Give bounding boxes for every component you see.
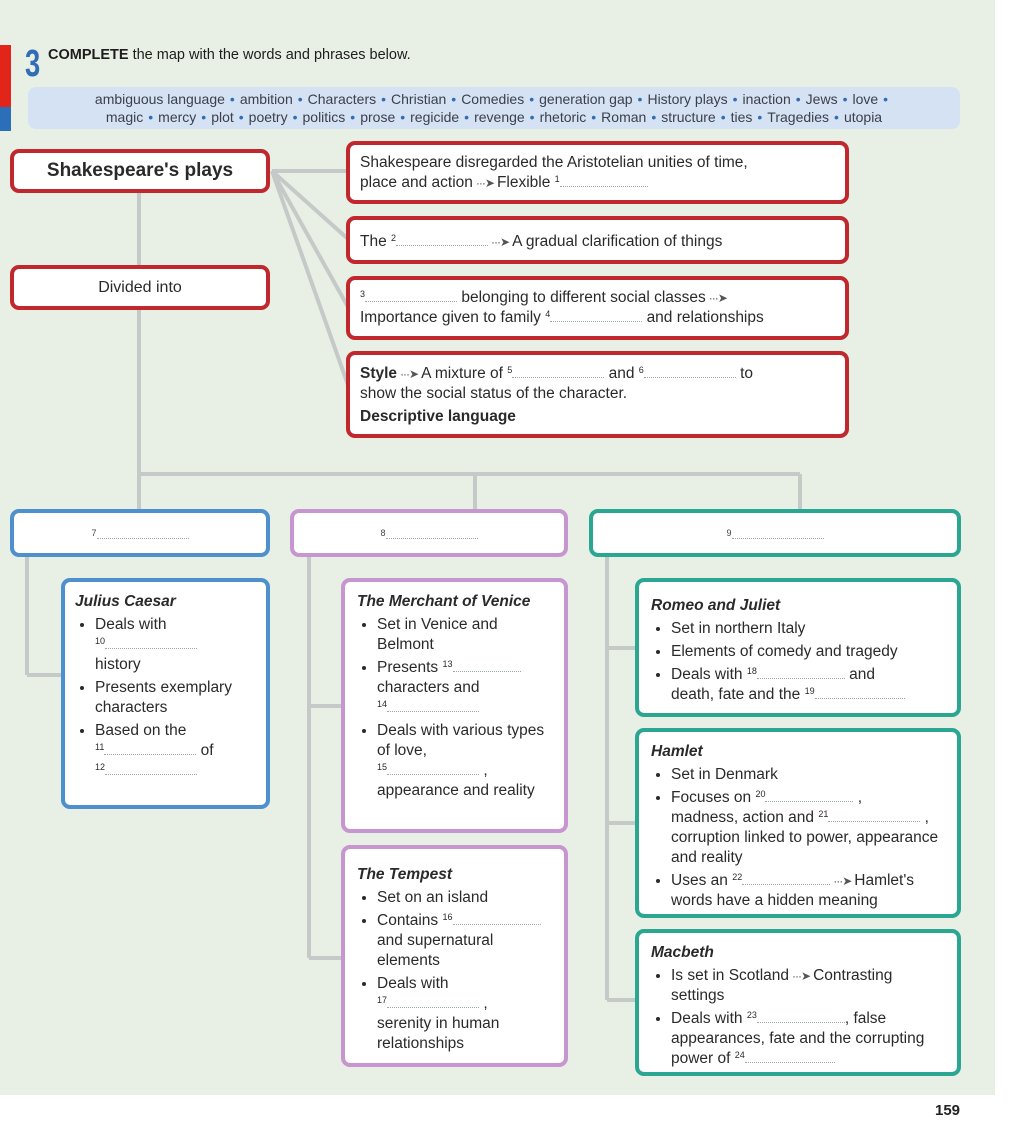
play-title: Macbeth: [651, 944, 714, 961]
word-bank-item: mercy: [158, 109, 197, 125]
bullet-list: [357, 615, 554, 801]
blank-11[interactable]: [104, 742, 196, 755]
word-bank-item: Christian: [391, 91, 447, 107]
bullet-separator: •: [529, 109, 535, 125]
word-bank-item: Roman: [601, 109, 647, 125]
bullet-separator: •: [842, 91, 848, 107]
play-box-tempest: [341, 845, 568, 1067]
word-bank-item: Tragedies: [767, 109, 830, 125]
word-bank-item: Comedies: [461, 91, 525, 107]
blank-4[interactable]: [550, 309, 642, 322]
word-bank-item: regicide: [410, 109, 460, 125]
blank-20[interactable]: [765, 789, 853, 802]
bullet-separator: •: [591, 109, 597, 125]
word-bank-item: magic: [105, 109, 144, 125]
blank-number: 2: [391, 233, 397, 243]
word-bank-item: History plays: [647, 91, 728, 107]
bullet-list: [651, 966, 947, 1069]
bullet-separator: •: [883, 91, 889, 107]
word-bank-item: poetry: [248, 109, 288, 125]
bullet-separator: •: [795, 91, 801, 107]
blank-19[interactable]: [815, 686, 905, 699]
word-bank-item: structure: [661, 109, 716, 125]
blank-23[interactable]: [757, 1010, 845, 1023]
blank-6[interactable]: [644, 365, 736, 378]
blank-3[interactable]: [365, 289, 457, 302]
bullet-separator: •: [732, 91, 738, 107]
feature-characters-box: $^3$ belonging to different social classes ···➤ Importance given to family $^4$ and relationships: [346, 276, 849, 340]
word-bank-item: ties: [730, 109, 753, 125]
list-item: • Deals with $^{18}$ and death, fate and the $^{19}$: [671, 665, 947, 705]
play-title: Hamlet: [651, 743, 703, 760]
list-item: • Set in Denmark: [671, 765, 947, 785]
word-bank-item: rhetoric: [539, 109, 587, 125]
bullet-separator: •: [229, 91, 235, 107]
list-item: • Set in northern Italy: [671, 619, 947, 639]
blank-2[interactable]: [396, 233, 488, 246]
play-box-macbeth: [635, 929, 961, 1076]
list-item: • Presents $^{13}$ characters and $^{14}$: [377, 658, 554, 718]
play-box-julius-caesar: [61, 578, 270, 809]
list-item: • Deals with $^{10}$ history: [95, 615, 256, 675]
bullet-separator: •: [400, 109, 406, 125]
blank-14[interactable]: [387, 699, 479, 712]
exercise-number: 3: [25, 43, 41, 85]
blank-number: 5: [507, 365, 513, 375]
blank-10[interactable]: [105, 636, 197, 649]
blank-21[interactable]: [828, 809, 920, 822]
bullet-separator: •: [292, 109, 298, 125]
bullet-separator: •: [651, 109, 657, 125]
root-title: Shakespeare's plays: [46, 160, 234, 181]
blank-number: 4: [545, 309, 551, 319]
feature-plot-box: The $^2$ ···➤ A gradual clarification of things: [346, 216, 849, 264]
arrow-icon: ···➤: [833, 874, 852, 888]
list-item: • Is set in Scotland ···➤ Contrasting settings: [671, 966, 947, 1006]
blank-12[interactable]: [105, 762, 197, 775]
word-bank-item: utopia: [843, 109, 883, 125]
bullet-list: [651, 765, 947, 911]
list-item: • Set on an island: [377, 888, 554, 908]
feature-style-box: Style ···➤ A mixture of $^5$ and $^6$ to show the social status of the character. Descriptive language: [346, 351, 849, 438]
play-box-hamlet: [635, 728, 961, 918]
bullet-separator: •: [834, 109, 839, 125]
word-bank-item: generation gap: [539, 91, 633, 107]
word-bank-item: prose: [360, 109, 396, 125]
list-item: • Deals with $^{17}$ , serenity in human relationships: [377, 974, 554, 1054]
blank-18[interactable]: [757, 666, 845, 679]
blank-22[interactable]: [742, 872, 830, 885]
unities-line1: Shakespeare disregarded the Aristotelian unities of time,: [360, 154, 748, 171]
arrow-icon: ···➤: [708, 291, 727, 305]
bullet-separator: •: [201, 109, 207, 125]
word-bank-item: revenge: [474, 109, 525, 125]
play-title: The Tempest: [357, 866, 453, 883]
play-box-merchant-of-venice: [341, 578, 568, 833]
bullet-list: [357, 888, 554, 1054]
list-item: • Deals with various types of love, $^{15}$ , appearance and reality: [377, 721, 554, 801]
word-bank-item: ambiguous language: [94, 91, 225, 107]
bullet-separator: •: [637, 91, 643, 107]
divided-into-box: [10, 265, 270, 310]
blank-number: 6: [638, 365, 644, 375]
blank-number: 1: [554, 174, 560, 184]
list-item: • Uses an $^{22}$ ···➤ Hamlet's words have a hidden meaning: [671, 871, 947, 911]
blank-7[interactable]: [97, 528, 189, 539]
bullet-separator: •: [529, 91, 535, 107]
blank-13[interactable]: [453, 659, 521, 672]
arrow-icon: ···➤: [491, 235, 510, 249]
bullet-list: [651, 619, 947, 705]
blank-15[interactable]: [387, 762, 479, 775]
bullet-separator: •: [148, 109, 154, 125]
blank-number: 3: [360, 289, 366, 299]
feature-unities-box: [346, 141, 849, 204]
blank-9[interactable]: [732, 528, 824, 539]
list-item: • Based on the $^{11}$ of $^{12}$: [95, 721, 256, 781]
blank-8[interactable]: [386, 528, 478, 539]
arrow-icon: ···➤: [792, 969, 811, 983]
list-item: • Contains $^{16}$ and supernatural elements: [377, 911, 554, 971]
category-box-9: 9: [589, 509, 961, 557]
play-title: The Merchant of Venice: [357, 593, 531, 610]
bullet-separator: •: [464, 109, 470, 125]
blank-1[interactable]: [560, 174, 648, 187]
play-box-romeo-and-juliet: [635, 578, 961, 717]
list-item: • Set in Venice and Belmont: [377, 615, 554, 655]
blank-5[interactable]: [512, 365, 604, 378]
category-box-8: 8: [290, 509, 568, 557]
word-bank-item: Jews: [805, 91, 838, 107]
blank-16[interactable]: [453, 912, 541, 925]
list-item: • Presents exemplary characters: [95, 678, 256, 718]
arrow-icon: ···➤: [475, 176, 494, 190]
bullet-separator: •: [350, 109, 356, 125]
word-bank-item: inaction: [742, 91, 791, 107]
bullet-separator: •: [451, 91, 457, 107]
unities-line2: place and action ···➤ Flexible $^1$: [360, 173, 835, 193]
bullet-separator: •: [720, 109, 726, 125]
arrow-icon: ···➤: [400, 367, 419, 381]
list-item: • Focuses on $^{20}$ , madness, action and $^{21}$ , corruption linked to power, appearance and reality: [671, 788, 947, 868]
blank-24[interactable]: [745, 1050, 835, 1063]
divided-into-label: Divided into: [98, 278, 182, 296]
word-bank-item: plot: [211, 109, 234, 125]
play-title: Romeo and Juliet: [651, 597, 781, 614]
word-bank-item: love: [852, 91, 879, 107]
bullet-list: [75, 615, 256, 781]
exercise-instruction: COMPLETE the map with the words and phrases below.: [48, 47, 411, 63]
root-box: [10, 149, 270, 193]
bullet-separator: •: [238, 109, 244, 125]
blank-17[interactable]: [387, 995, 479, 1008]
word-bank-item: politics: [302, 109, 346, 125]
word-bank-item: Characters: [307, 91, 377, 107]
list-item: • Deals with $^{23}$ , false appearances, fate and the corrupting power of $^{24}$: [671, 1009, 947, 1069]
bullet-separator: •: [297, 91, 303, 107]
bullet-separator: •: [757, 109, 763, 125]
word-bank-item: ambition: [239, 91, 293, 107]
page-number: 159: [935, 1102, 961, 1119]
list-item: • Elements of comedy and tragedy: [671, 642, 947, 662]
play-title: Julius Caesar: [75, 593, 176, 610]
bullet-separator: •: [381, 91, 387, 107]
category-box-7: 7: [10, 509, 270, 557]
